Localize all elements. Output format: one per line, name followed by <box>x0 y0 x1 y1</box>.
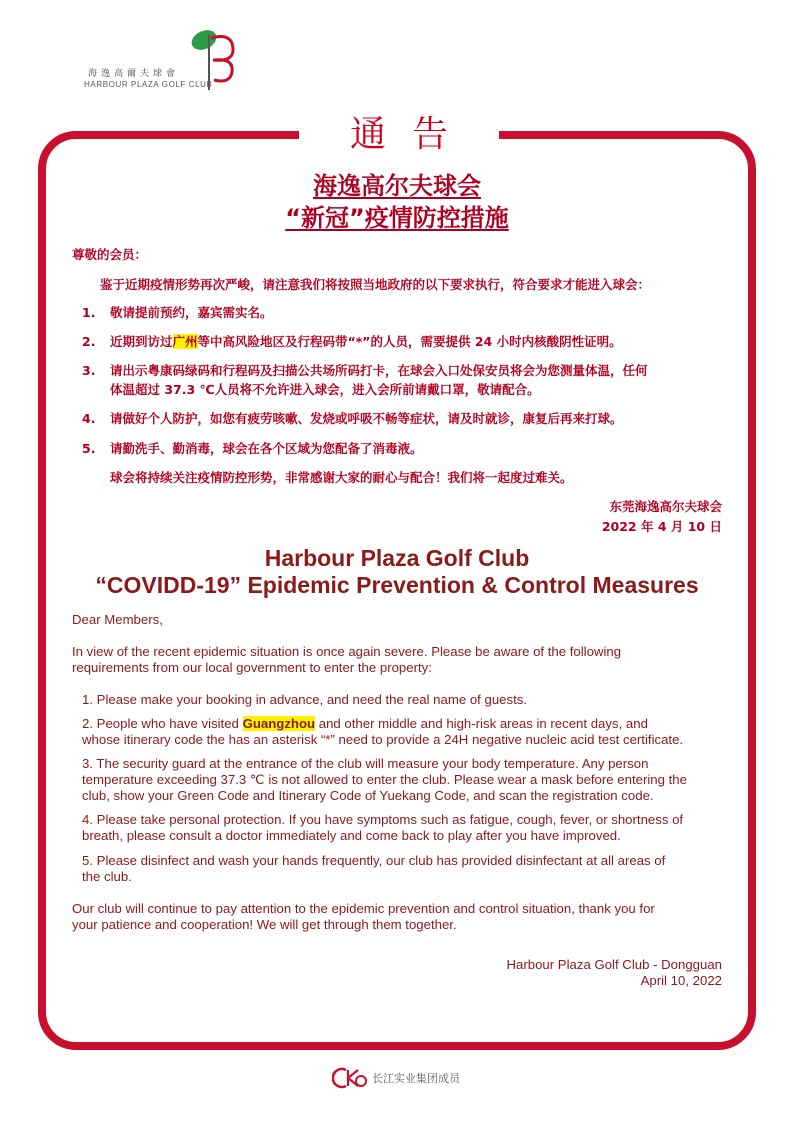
ck-group-logo-icon <box>332 1066 368 1090</box>
en-item-3-line1: 3. The security guard at the entrance of the club will measure your body temperature. Any person <box>82 756 649 771</box>
en-title-line1: Harbour Plaza Golf Club <box>264 545 530 571</box>
footer <box>332 1066 492 1090</box>
cn-signature-org: 东莞海逸高尔夫球会 <box>609 499 722 514</box>
cn-item-3-line2: 体温超过 37.3 ℃人员将不允许进入球会，进入会所前请戴口罩，敬请配合。 <box>110 382 540 397</box>
cn-item-3-number: 3. <box>82 363 96 378</box>
en-item-4-line2: breath, please consult a doctor immediately and come back to play after you have improved. <box>82 828 621 843</box>
en-item-3-line2: temperature exceeding 37.3 ℃ is not allowed to enter the club. Please wear a mask before entering the <box>82 772 687 787</box>
cn-item-4: 请做好个人防护，如您有疲劳咳嗽、发烧或呼吸不畅等症状，请及时就诊，康复后再来打球。 <box>110 411 623 426</box>
cn-item-4-number: 4. <box>82 411 96 426</box>
en-highlight-guangzhou: Guangzhou <box>242 716 316 731</box>
en-closing-line2: your patience and cooperation! We will get through them together. <box>72 917 457 932</box>
cn-item-1-number: 1. <box>82 305 96 320</box>
cn-highlight-guangzhou: 广州 <box>172 334 198 349</box>
cn-closing: 球会将持续关注疫情防控形势，非常感谢大家的耐心与配合！我们将一起度过难关。 <box>110 470 573 485</box>
cn-item-1: 敬请提前预约，嘉宾需实名。 <box>110 305 273 320</box>
cn-greeting: 尊敬的会员： <box>72 247 148 262</box>
en-item-1: 1. Please make your booking in advance, and need the real name of guests. <box>82 692 528 707</box>
en-item-2-line1: 2. People who have visited Guangzhou and other middle and high-risk areas in recent days, and <box>82 716 648 731</box>
cn-item-5-number: 5. <box>82 441 96 456</box>
cn-signature-date: 2022 年 4 月 10 日 <box>601 519 722 534</box>
cn-intro: 鉴于近期疫情形势再次严峻，请注意我们将按照当地政府的以下要求执行，符合要求才能进入球会： <box>100 277 651 292</box>
logo-english-text: HARBOUR PLAZA GOLF CLUB <box>84 80 213 89</box>
en-item-4-line1: 4. Please take personal protection. If you have symptoms such as fatigue, cough, fever, or shortness of <box>82 812 684 827</box>
en-closing-line1: Our club will continue to pay attention to the epidemic prevention and control situation, thank you for <box>72 901 655 916</box>
cn-item-2-number: 2. <box>82 334 96 349</box>
en-item-5-line2: the club. <box>82 869 132 884</box>
notice-title: 通告 <box>349 114 474 155</box>
en-item-5-line1: 5. Please disinfect and wash your hands frequently, our club has provided disinfectant at all areas of <box>82 853 666 868</box>
en-item-3-line3: club, show your Green Code and Itinerary Code of Yuekang Code, and scan the registration code. <box>82 788 654 803</box>
en-greeting: Dear Members, <box>72 612 163 627</box>
logo-chinese-text: 海逸高爾夫球會 <box>88 69 180 79</box>
cn-item-2: 近期到访过广州等中高风险地区及行程码带“*”的人员，需要提供 24 小时内核酸阴性证明。 <box>110 334 622 349</box>
en-intro-line2: requirements from our local government to enter the property: <box>72 660 432 675</box>
footer-text: 长江实业集团成员 <box>372 1072 460 1085</box>
cn-item-5: 请勤洗手、勤消毒，球会在各个区域为您配备了消毒液。 <box>110 441 423 456</box>
cn-title-line1: 海逸高尔夫球会 <box>313 172 481 200</box>
en-signature-org: Harbour Plaza Golf Club - Dongguan <box>506 957 722 972</box>
en-intro-line1: In view of the recent epidemic situation is once again severe. Please be aware of the following <box>72 644 622 659</box>
club-logo <box>84 24 244 94</box>
cn-title-line2: “新冠”疫情防控措施 <box>285 204 509 232</box>
en-signature-date: April 10, 2022 <box>640 973 722 988</box>
cn-item-3-line1: 请出示粤康码绿码和行程码及扫描公共场所码打卡，在球会入口处保安员将会为您测量体温，任何 <box>110 363 648 378</box>
notice-title-box <box>299 112 499 158</box>
en-title-line2: “COVIDD-19” Epidemic Prevention & Control Measures <box>95 572 699 598</box>
en-item-2-line2: whose itinerary code the has an asterisk “*” need to provide a 24H negative nucleic acid test certificate. <box>82 732 684 747</box>
